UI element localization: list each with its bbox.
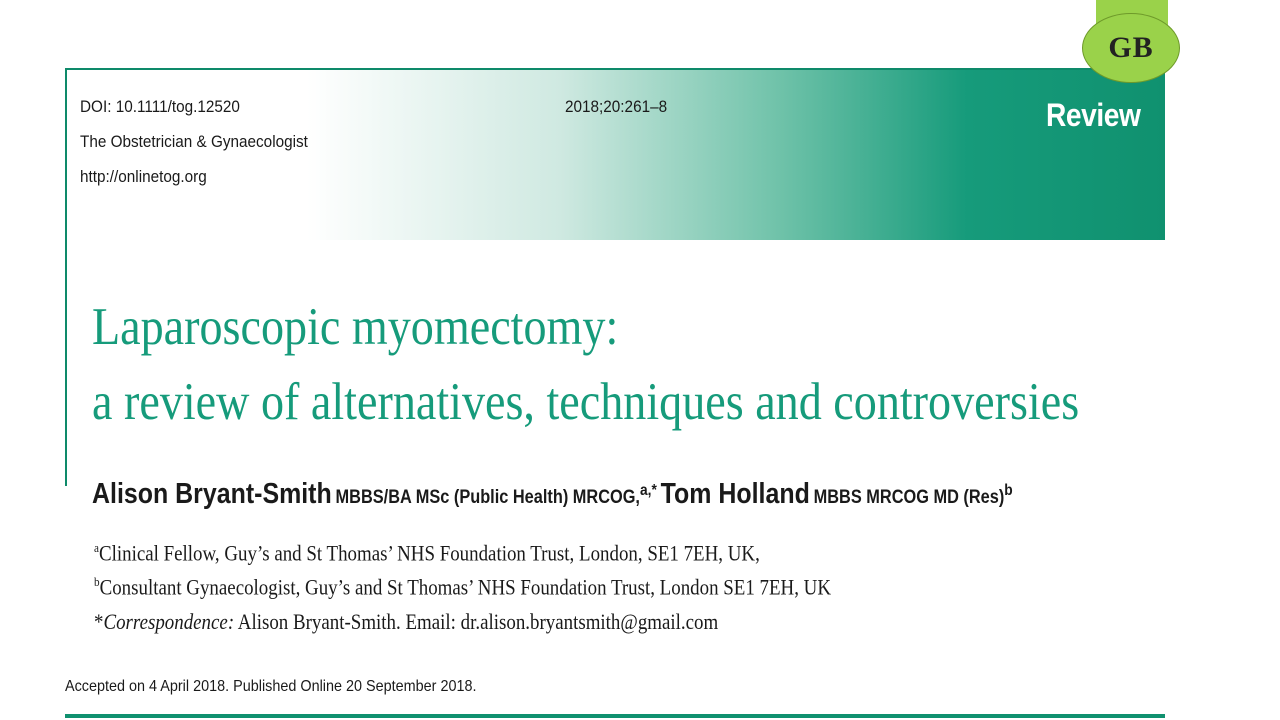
journal-url: http://onlinetog.org <box>80 167 207 186</box>
author-markers: a,* <box>639 481 657 499</box>
title-line-2: a review of alternatives, techniques and controversies <box>92 373 1080 431</box>
author-qualifications: MBBS MRCOG MD (Res) <box>813 487 1005 508</box>
header-band <box>65 68 1165 240</box>
author-list <box>92 478 1013 511</box>
journal-name: The Obstetrician & Gynaecologist <box>80 132 308 151</box>
affiliation-a <box>94 540 760 566</box>
author-markers: b <box>1004 481 1013 499</box>
affiliation-marker: b <box>94 574 100 589</box>
bottom-rule <box>65 714 1165 718</box>
title-line-1: Laparoscopic myomectomy: <box>92 298 619 356</box>
author-name: Alison Bryant-Smith <box>92 478 332 510</box>
correspondence-label: Correspondence: <box>103 609 235 634</box>
left-rule <box>65 68 67 486</box>
citation: 2018;20:261–8 <box>565 97 668 116</box>
affiliation-text: Consultant Gynaecologist, Guy’s and St Thomas’ NHS Foundation Trust, London SE1 7EH, UK <box>99 574 832 600</box>
correspondence-marker: * <box>94 609 104 634</box>
article-type-label: Review <box>1046 97 1141 133</box>
gb-logo-text: GB <box>1108 31 1154 64</box>
publication-dates: Accepted on 4 April 2018. Published Online 20 September 2018. <box>65 678 477 695</box>
doi-text: DOI: 10.1111/tog.12520 <box>80 97 240 116</box>
author-qualifications: MBBS/BA MSc (Public Health) MRCOG, <box>335 487 640 508</box>
affiliation-b <box>94 574 831 600</box>
correspondence <box>94 609 718 635</box>
gb-logo-badge <box>1082 13 1180 83</box>
author-name: Tom Holland <box>660 478 810 510</box>
affiliation-marker: a <box>94 540 99 555</box>
affiliation-text: Clinical Fellow, Guy’s and St Thomas’ NHS Foundation Trust, London, SE1 7EH, UK, <box>98 540 760 566</box>
correspondence-text: Alison Bryant-Smith. Email: dr.alison.bryantsmith@gmail.com <box>234 609 719 634</box>
